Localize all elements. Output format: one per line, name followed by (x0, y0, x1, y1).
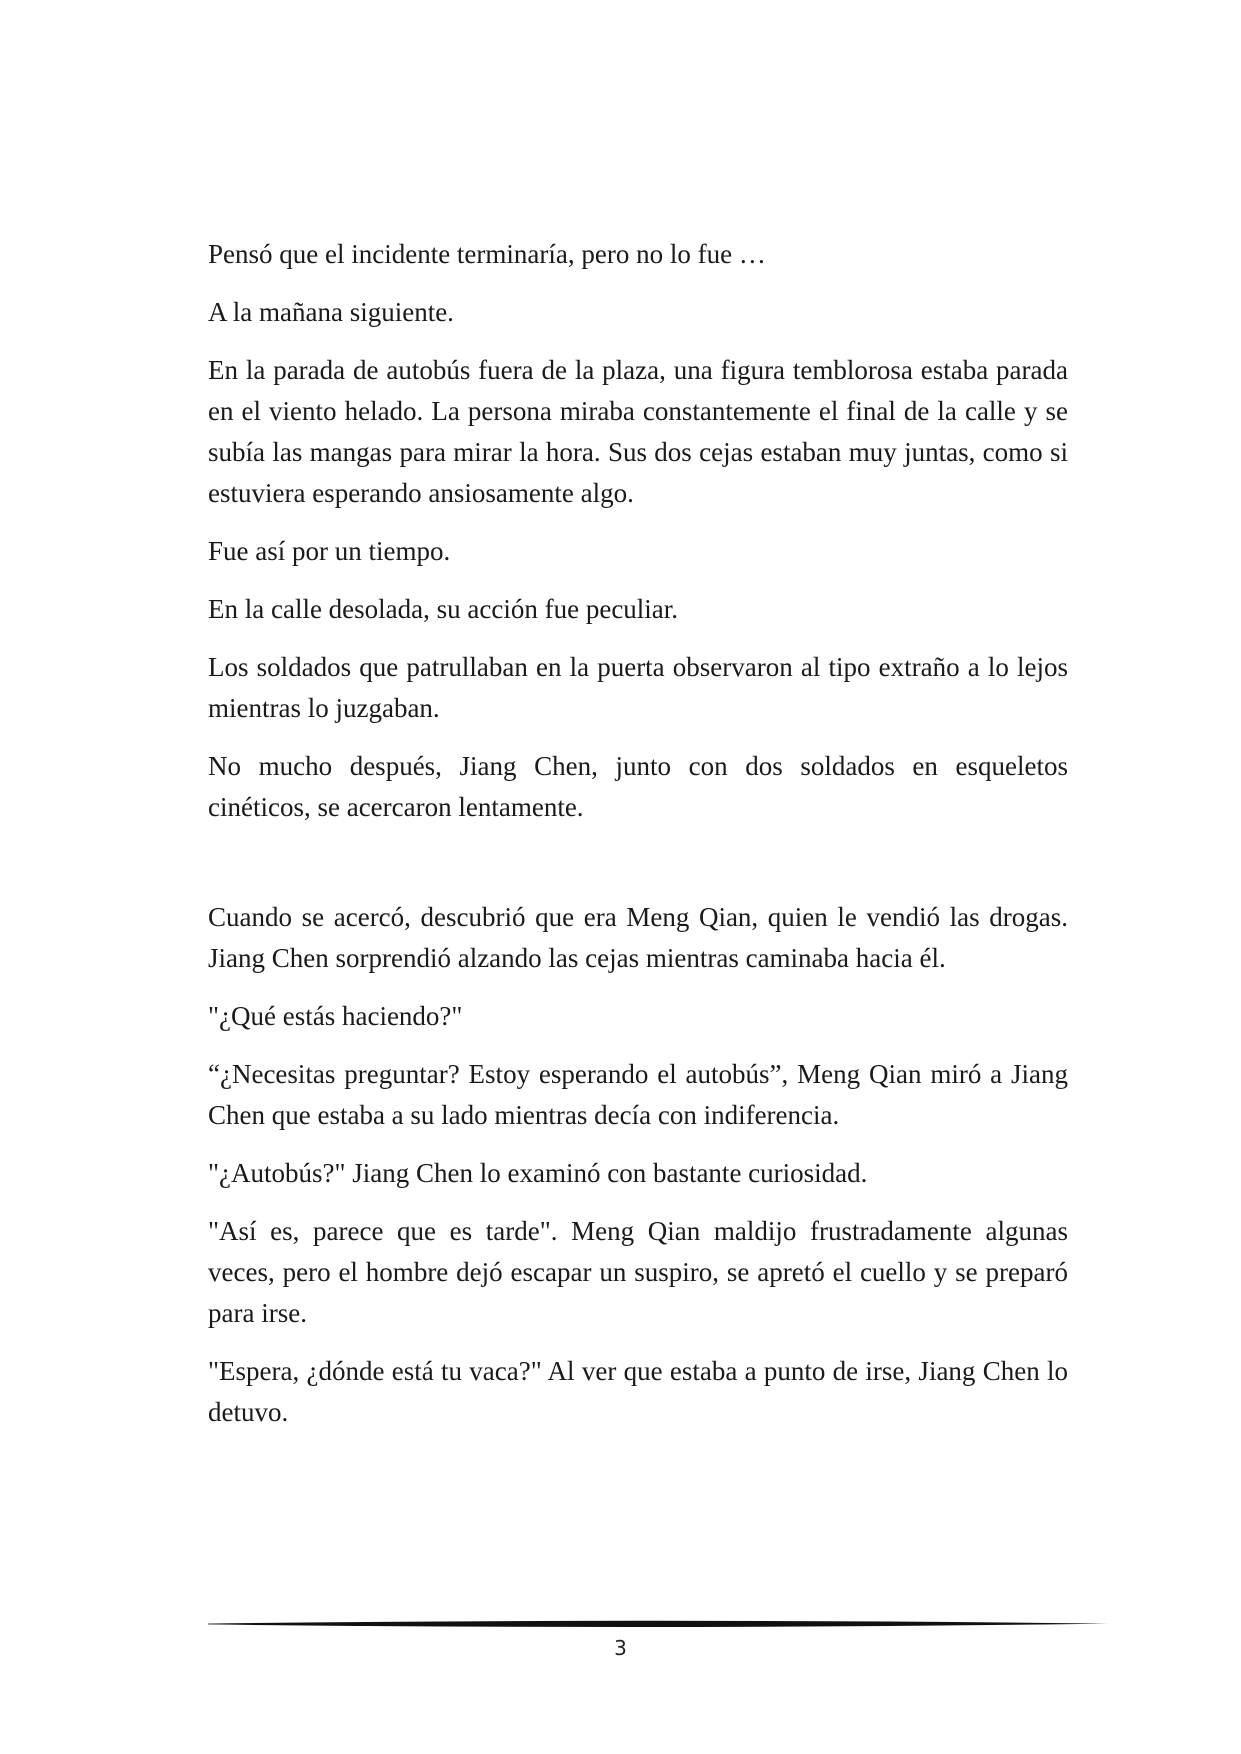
paragraph: A la mañana siguiente. (208, 297, 454, 327)
paragraph: Cuando se acercó, descubrió que era Meng Qian, quien le vendió las drogas. Jiang Chen sorprendió alzando las cejas mientras caminaba hacia él. (208, 902, 1068, 973)
paragraph: "¿Autobús?" Jiang Chen lo examinó con bastante curiosidad. (208, 1158, 868, 1188)
section-break (208, 845, 1068, 897)
page-body (208, 234, 1068, 1450)
paragraph: Los soldados que patrullaban en la puerta observaron al tipo extraño a lo lejos mientras lo juzgaban. (208, 652, 1068, 723)
paragraph: Fue así por un tiempo. (208, 536, 451, 566)
paragraph: Pensó que el incidente terminaría, pero no lo fue … (208, 239, 766, 269)
paragraph: “¿Necesitas preguntar? Estoy esperando el autobús”, Meng Qian miró a Jiang Chen que estaba a su lado mientras decía con indiferencia. (208, 1059, 1068, 1130)
paragraph: "¿Qué estás haciendo?" (208, 1001, 463, 1031)
paragraph: "Así es, parece que es tarde". Meng Qian maldijo frustradamente algunas veces, pero el hombre dejó escapar un suspiro, se apretó el cuello y se preparó para irse. (208, 1216, 1068, 1328)
paragraph: En la parada de autobús fuera de la plaza, una figura temblorosa estaba parada en el viento helado. La persona miraba constantemente el final de la calle y se subía las mangas para mirar la hora. Sus dos cejas estaban muy juntas, como si estuviera esperando ansiosamente algo. (208, 355, 1068, 508)
paragraph: "Espera, ¿dónde está tu vaca?" Al ver que estaba a punto de irse, Jiang Chen lo detuvo. (208, 1356, 1068, 1427)
page-number: 3 (614, 1636, 627, 1660)
footer-divider (208, 1618, 1108, 1630)
paragraph: En la calle desolada, su acción fue peculiar. (208, 594, 679, 624)
paragraph: No mucho después, Jiang Chen, junto con dos soldados en esqueletos cinéticos, se acercaron lentamente. (208, 751, 1068, 822)
